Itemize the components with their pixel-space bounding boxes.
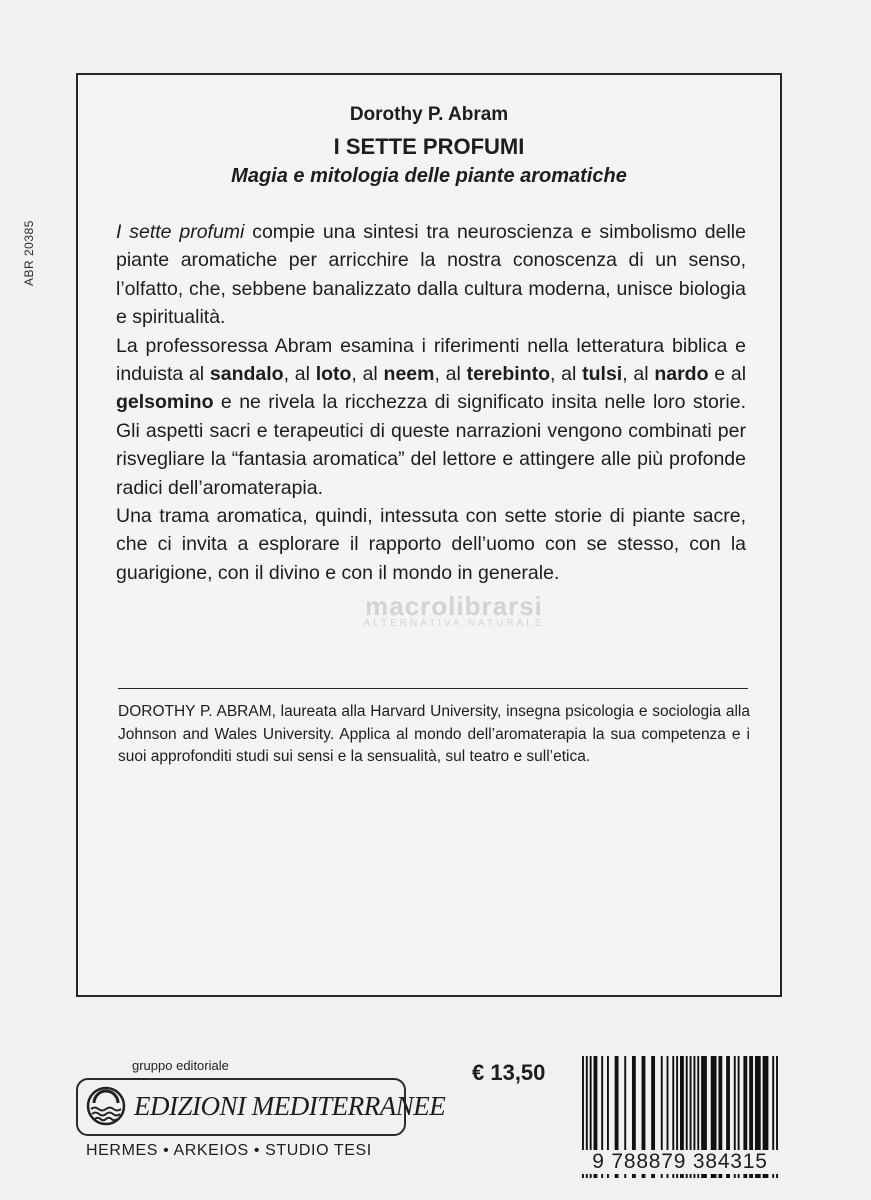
divider — [118, 688, 748, 689]
barcode-number: 9 788879 384315 — [580, 1150, 780, 1174]
plant-name: gelsomino — [116, 391, 214, 414]
plant-name: terebinto — [466, 363, 551, 386]
waves-sun-icon — [86, 1086, 126, 1126]
spine-code: ABR 20385 — [22, 220, 36, 286]
publisher-name: EDIZIONI MEDITERRANEE — [134, 1091, 446, 1121]
publisher-group-label: gruppo editoriale — [132, 1058, 229, 1073]
plant-name: neem — [383, 363, 435, 386]
book-subtitle: Magia e mitologia delle piante aromatiche — [231, 165, 627, 187]
publisher-block — [76, 1058, 446, 1176]
description-paragraph: Una trama aromatica, quindi, intessuta con sette storie di piante sacre, che ci invita a esplorare il rapporto dell’uomo con se stesso, con la guarigione, con il divino e con il mondo in generale. — [116, 505, 746, 584]
author-name: Dorothy P. Abram — [349, 104, 509, 125]
description-paragraph: La professoressa Abram esamina i riferimenti nella letteratura biblica e induista al sandalo, al loto, al neem, al terebinto, al tulsi, al nardo e al gelsomino e ne rivela la ricchezza di significato insita nelle loro storie. Gli aspetti sacri e terapeutici di queste narrazioni vengono combinati per risvegliare la “fantasia aromatica” del lettore e attingere alle più profonde radici dell’aromaterapia. — [116, 334, 747, 499]
plant-name: loto — [315, 363, 352, 386]
watermark — [304, 591, 604, 629]
description-paragraph: I sette profumi compie una sintesi tra neuroscienza e simbolismo delle piante aromatiche per arricchire la nostra conoscenza di un senso, l’olfatto, che, sebbene banalizzato dalla cultura moderna, unisce biologia e spiritualità. — [116, 221, 746, 329]
plant-name: tulsi — [582, 363, 623, 386]
book-header — [78, 103, 780, 189]
plant-name: sandalo — [209, 363, 284, 386]
publisher-imprints: HERMES • ARKEIOS • STUDIO TESI — [86, 1142, 372, 1159]
book-description — [116, 218, 746, 587]
italic-title: I sette profumi — [116, 221, 245, 243]
back-cover-frame — [76, 73, 782, 997]
publisher-logo-box — [76, 1078, 446, 1136]
book-title: I SETTE PROFUMI — [333, 134, 525, 159]
price: € 13,50 — [472, 1060, 546, 1085]
watermark-tagline: ALTERNATIVA NATURALE — [363, 618, 545, 629]
watermark-name: macrolibrarsi — [365, 591, 543, 621]
plant-name: nardo — [654, 363, 709, 386]
author-bio: DOROTHY P. ABRAM, laureata alla Harvard University, insegna psicologia e sociologia alla Johnson and Wales University. Applica al mondo dell’aromaterapia la sua competenza e i suoi approfonditi studi sui sensi e la sensualità, sul teatro e sull’etica. — [118, 703, 750, 765]
